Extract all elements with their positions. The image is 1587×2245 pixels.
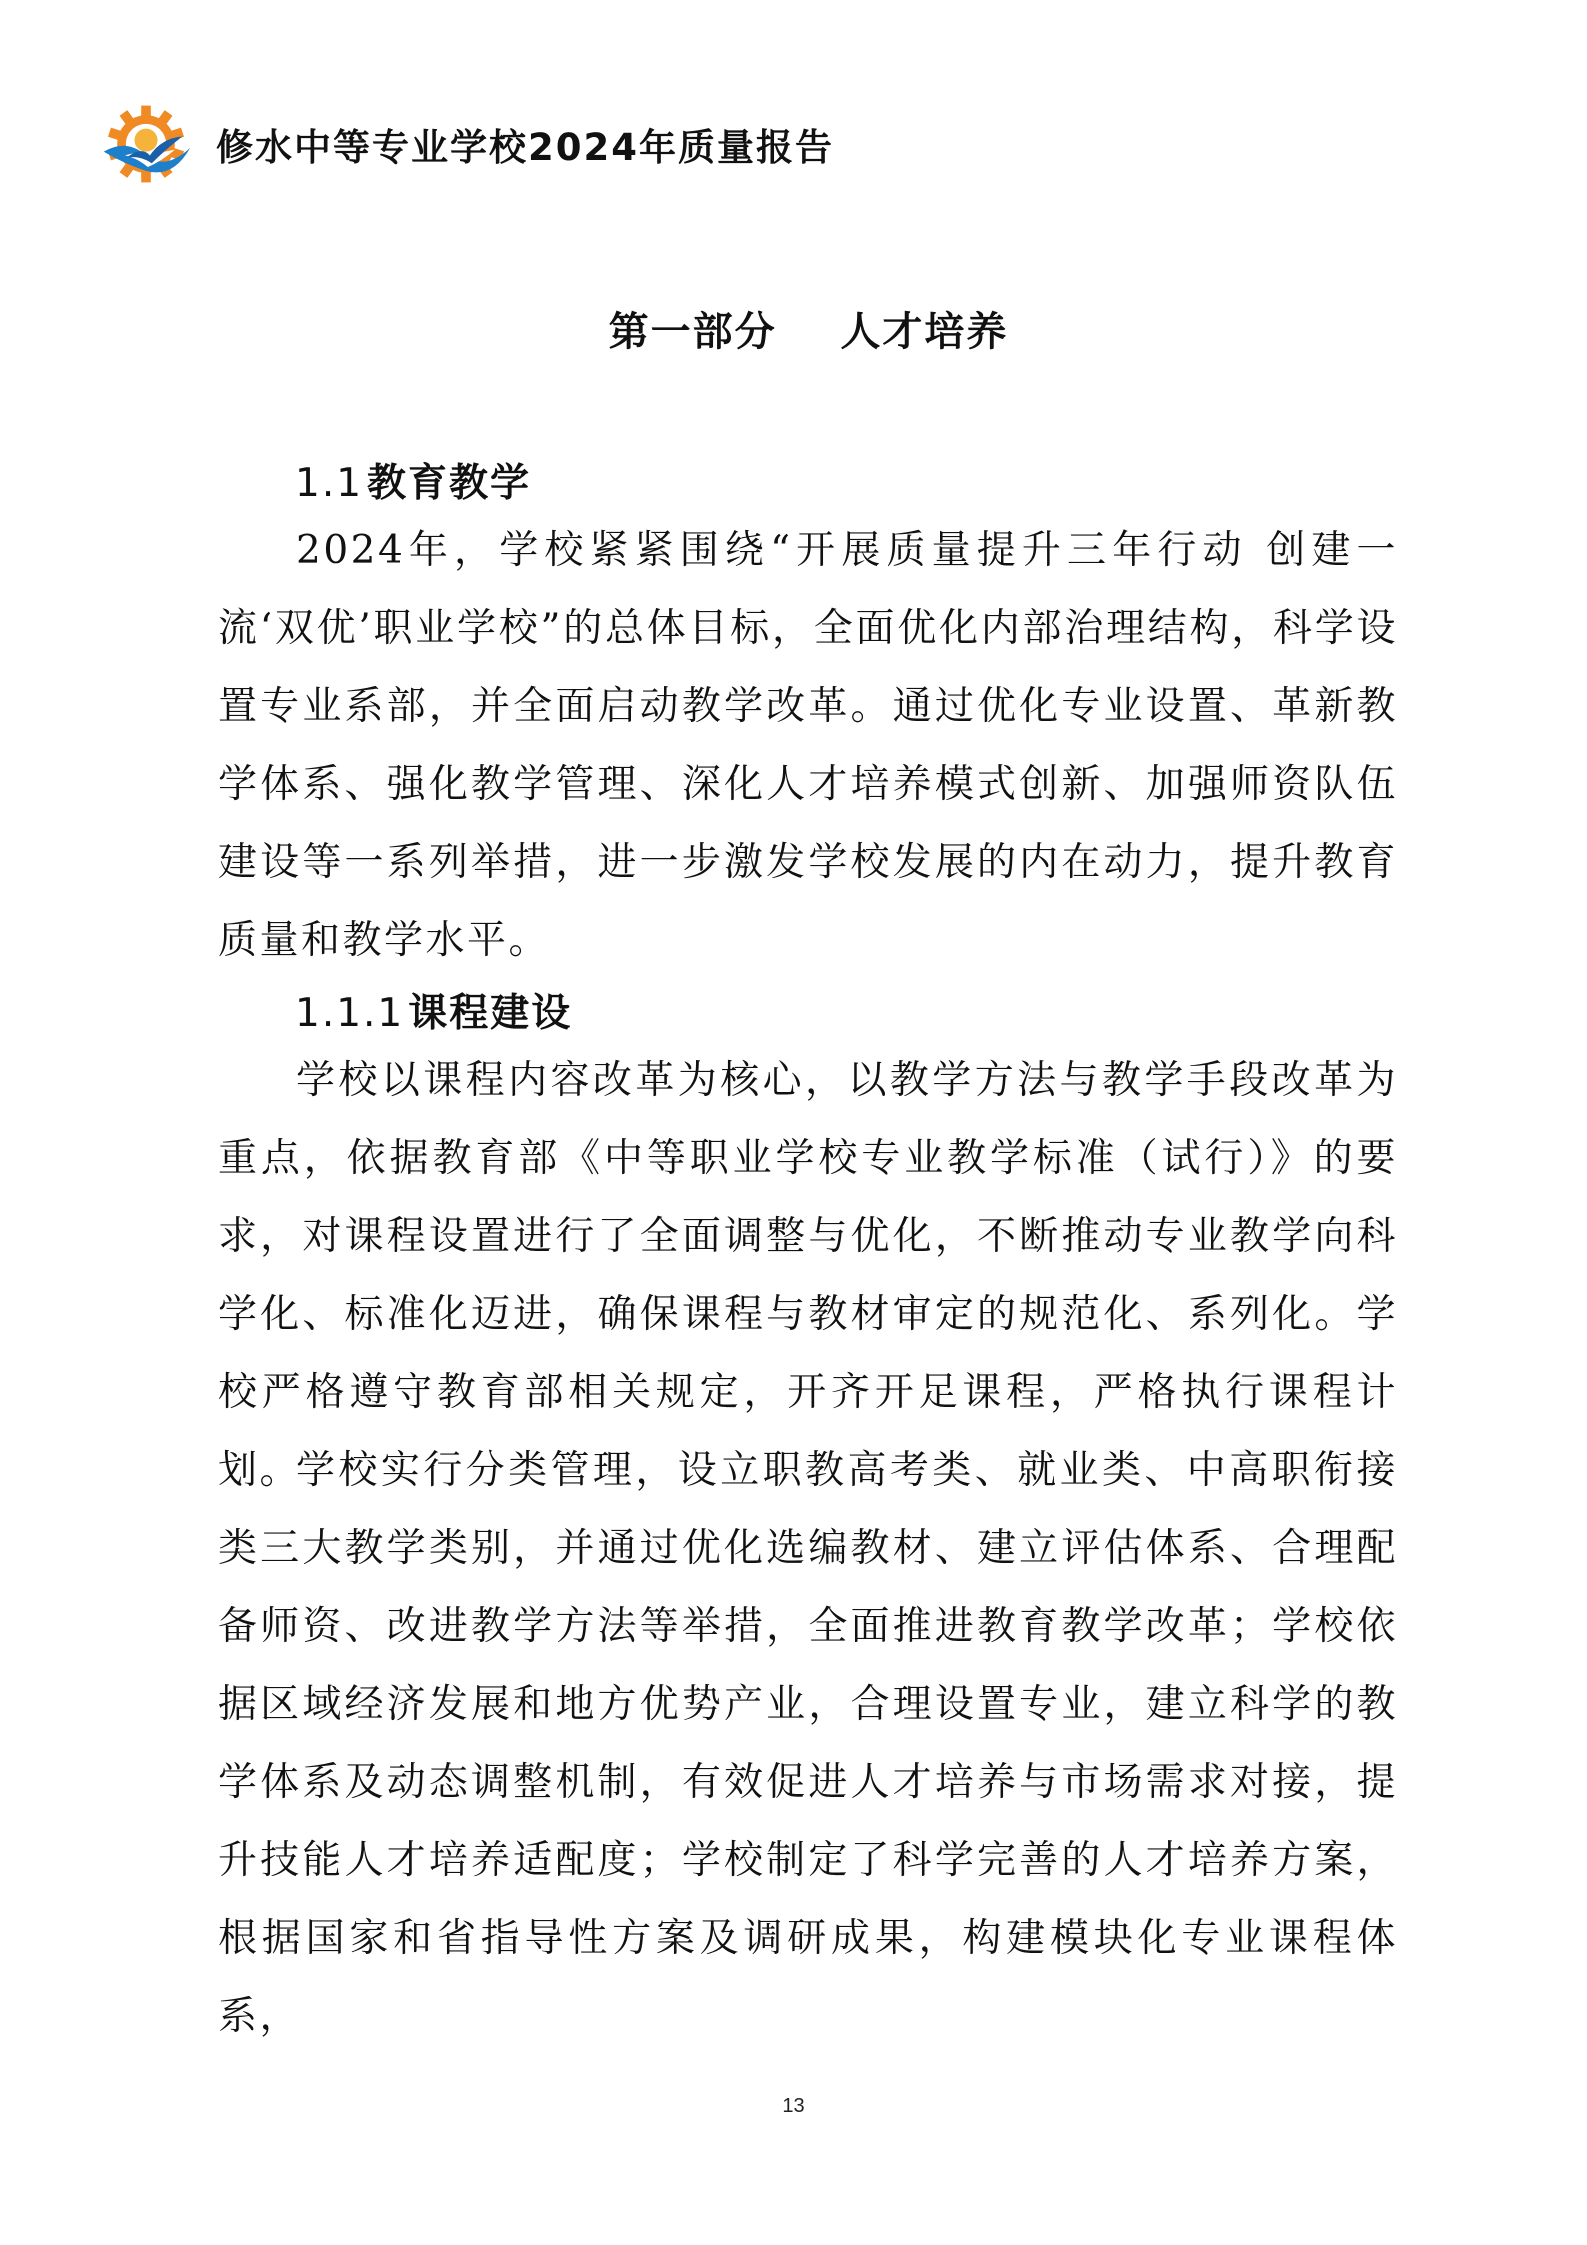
heading-curriculum-construction <box>295 982 572 1038</box>
heading-education-teaching <box>295 452 531 508</box>
heading-text: 课程建设 <box>408 991 573 1036</box>
page-number: 13 <box>782 2095 805 2117</box>
paragraph-curriculum-reform: 学校以课程内容改革为核心，以教学方法与教学手段改革为重点，依据教育部《中等职业学校专业教学标准（试行）》的要求，对课程设置进行了全面调整与优化，不断推动专业教学向科学化、标准化迈进，确保课程与教材审定的规范化、系列化。学校严格遵守教育部相关规定，开齐开足课程，严格执行课程计划。 <box>218 1058 1398 1493</box>
paragraph-classified-management: 学校实行分类管理，设立职教高考类、就业类、中高职衔接类三大教学类别，并通过优化选编教材、建立评估体系、合理配备师资、改进教学方法等举措，全面推进教育教学改革；学校依据区域经济发展和地方优势产业，合理设置专业，建立科学的教学体系及动态调整机制，有效促进人才培养与市场需求对接，提升技能人才培养适配度；学校制定了科学完善的人才培养方案，根据国家和省指导性方案及调研成果，构建模块化专业课程体系， <box>218 1448 1398 2039</box>
heading-text: 教育教学 <box>367 461 532 506</box>
school-logo-icon <box>98 96 194 192</box>
page-header <box>98 96 834 192</box>
report-title: 修水中等专业学校2024年质量报告 <box>216 126 834 169</box>
paragraph-overview: 2024年，学校紧紧围绕“开展质量提升三年行动 创建一流‘双优’职业学校”的总体目标，全面优化内部治理结构，科学设置专业系部，并全面启动教学改革。通过优化专业设置、革新教学体系、强化教学管理、深化人才培养模式创新、加强师资队伍建设等一系列举措，进一步激发学校发展的内在动力，提升教育质量和教学水平。 <box>218 528 1398 963</box>
heading-number: 1.1 <box>295 461 364 506</box>
heading-number: 1.1.1 <box>295 991 405 1036</box>
section-title: 第一部分 人才培养 <box>608 308 1009 355</box>
